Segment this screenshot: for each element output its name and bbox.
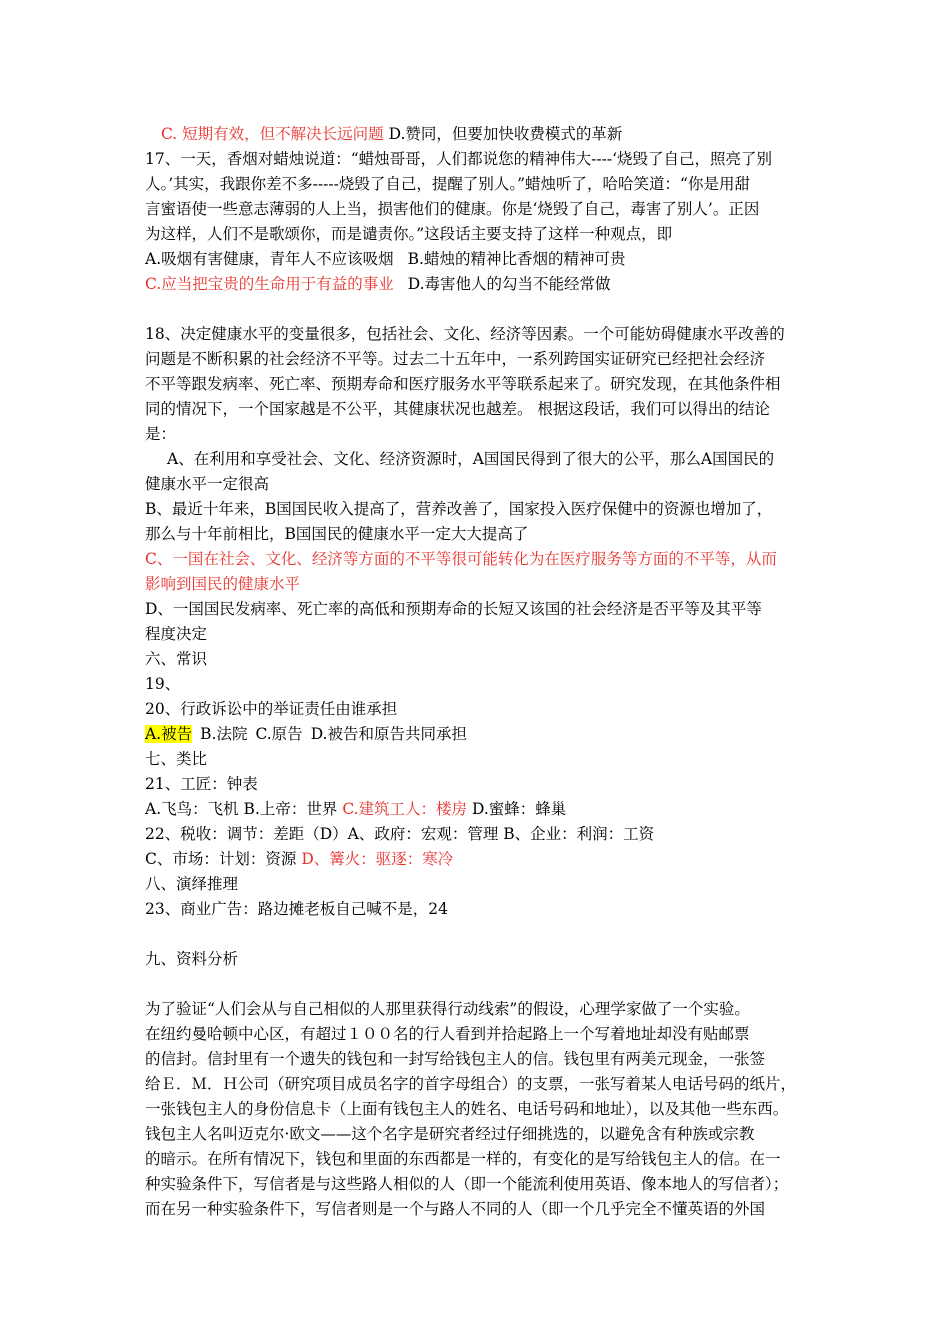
spacer [145, 297, 810, 322]
q18-stem-line-1: 18、决定健康水平的变量很多，包括社会、文化、经济等因素。一个可能妨碍健康水平改善的 [145, 325, 785, 343]
q18-option-a-line-1: A、在利用和享受社会、文化、经济资源时，A国国民得到了很大的公平，那么A国国民的 [167, 450, 775, 468]
q22-option-c: C、市场：计划：资源 [145, 850, 297, 868]
passage-line-9: 而在另一种实验条件下，写信者则是一个与路人不同的人（即一个几乎完全不懂英语的外国 [145, 1200, 766, 1218]
q18-stem-line-2: 问题是不断积累的社会经济不平等。过去二十五年中，一系列跨国实证研究已经把社会经济 [145, 350, 766, 368]
q18-stem-line-5: 是： [145, 425, 177, 443]
q17-stem-line-4: 为这样，人们不是歌颂你，而是谴责你。”这段话主要支持了这样一种观点，即 [145, 225, 673, 243]
passage-line-4: 给Ｅ．Ｍ．Ｈ公司（研究项目成员名字的首字母组合）的支票，一张写着某人电话号码的纸片， [145, 1075, 797, 1093]
q18-option-b-line-1: B、最近十年来，B国国民收入提高了，营养改善了，国家投入医疗保健中的资源也增加了， [145, 500, 773, 518]
q16-option-d: D.赞同，但要加快收费模式的革新 [388, 125, 623, 143]
q18-option-c-line-2: 影响到国民的健康水平 [145, 575, 301, 593]
q19-stem: 19、 [145, 675, 181, 693]
q20-option-c: C.原告 [255, 725, 303, 743]
section-heading-analogy: 七、类比 [145, 750, 208, 768]
passage-line-7: 的暗示。在所有情况下，钱包和里面的东西都是一样的，有变化的是写给钱包主人的信。在一 [145, 1150, 781, 1168]
q18-option-d-line-2: 程度决定 [145, 625, 208, 643]
q17-options-ab [145, 247, 810, 272]
q17-option-b: B.蜡烛的精神比香烟的精神可贵 [407, 250, 626, 268]
document-page [145, 122, 810, 1222]
q20-stem: 20、行政诉讼中的举证责任由谁承担 [145, 700, 398, 718]
spacer [145, 972, 810, 997]
spacer [145, 922, 810, 947]
q17-option-c: C.应当把宝贵的生命用于有益的事业 [145, 275, 394, 293]
q20-option-b: B.法院 [200, 725, 248, 743]
q17-stem-line-2: 人。’其实，我跟你差不多-----烧毁了自己，提醒了别人。”蜡烛听了，哈哈笑道：“你是用甜 [145, 175, 750, 193]
q21-stem: 21、工匠：钟表 [145, 775, 258, 793]
q17-stem-line-1: 17、一天，香烟对蜡烛说道：“蜡烛哥哥，人们都说您的精神伟大----‘烧毁了自己，照亮了别 [145, 150, 773, 168]
section-heading-common-sense: 六、常识 [145, 650, 208, 668]
section-heading-deductive-reasoning: 八、演绎推理 [145, 875, 239, 893]
q18-option-a-line-2: 健康水平一定很高 [145, 475, 270, 493]
q21-option-ab: A.飞鸟：飞机 B.上帝：世界 [145, 800, 338, 818]
section-heading-data-analysis: 九、资料分析 [145, 950, 239, 968]
q22-line-2 [145, 847, 810, 872]
q20-options [145, 722, 810, 747]
passage-line-8: 种实验条件下，写信者是与这些路人相似的人（即一个能流利使用英语、像本地人的写信者）； [145, 1175, 789, 1193]
passage-line-5: 一张钱包主人的身份信息卡（上面有钱包主人的姓名、电话号码和地址），以及其他一些东西。 [145, 1100, 789, 1118]
q16-option-c: C. 短期有效，但不解决长远问题 [161, 125, 384, 143]
q22-option-d: D、篝火：驱逐：寒冷 [301, 850, 454, 868]
q16-options-line [145, 122, 810, 147]
passage-line-3: 的信封。信封里有一个遗失的钱包和一封写给钱包主人的信。钱包里有两美元现金，一张签 [145, 1050, 766, 1068]
q21-options [145, 797, 810, 822]
passage-line-1: 为了验证“人们会从与自己相似的人那里获得行动线索”的假设，心理学家做了一个实验。 [145, 1000, 750, 1018]
q17-options-cd [145, 272, 810, 297]
q17-stem-line-3: 言蜜语使一些意志薄弱的人上当，损害他们的健康。你是‘烧毁了自己，毒害了别人’。正因 [145, 200, 760, 218]
q18-stem-line-3: 不平等跟发病率、死亡率、预期寿命和医疗服务水平等联系起来了。研究发现，在其他条件相 [145, 375, 781, 393]
q18-option-d-line-1: D、一国国民发病率、死亡率的高低和预期寿命的长短又该国的社会经济是否平等及其平等 [145, 600, 762, 618]
q17-option-d: D.毒害他人的勾当不能经常做 [407, 275, 611, 293]
q21-option-c: C.建筑工人：楼房 [342, 800, 468, 818]
q20-option-a: A.被告 [145, 725, 193, 743]
q22-line-1: 22、税收：调节：差距（D）A、政府：宏观：管理 B、企业：利润：工资 [145, 825, 655, 843]
q21-option-d: D.蜜蜂：蜂巢 [472, 800, 567, 818]
q17-option-a: A.吸烟有害健康，青年人不应该吸烟 [145, 250, 394, 268]
q18-stem-line-4: 同的情况下，一个国家越是不公平，其健康状况也越差。 根据这段话，我们可以得出的结论 [145, 400, 770, 418]
passage-line-6: 钱包主人名叫迈克尔·欧文——这个名字是研究者经过仔细挑选的，以避免含有种族或宗教 [145, 1125, 755, 1143]
q18-option-c-line-1: C、一国在社会、文化、经济等方面的不平等很可能转化为在医疗服务等方面的不平等，从而 [145, 550, 777, 568]
q18-option-b-line-2: 那么与十年前相比，B国国民的健康水平一定大大提高了 [145, 525, 529, 543]
passage-line-2: 在纽约曼哈顿中心区，有超过１００名的行人看到并拾起路上一个写着地址却没有贴邮票 [145, 1025, 750, 1043]
q20-option-d: D.被告和原告共同承担 [310, 725, 467, 743]
q23-stem: 23、商业广告：路边摊老板自己喊不是，24 [145, 900, 448, 918]
